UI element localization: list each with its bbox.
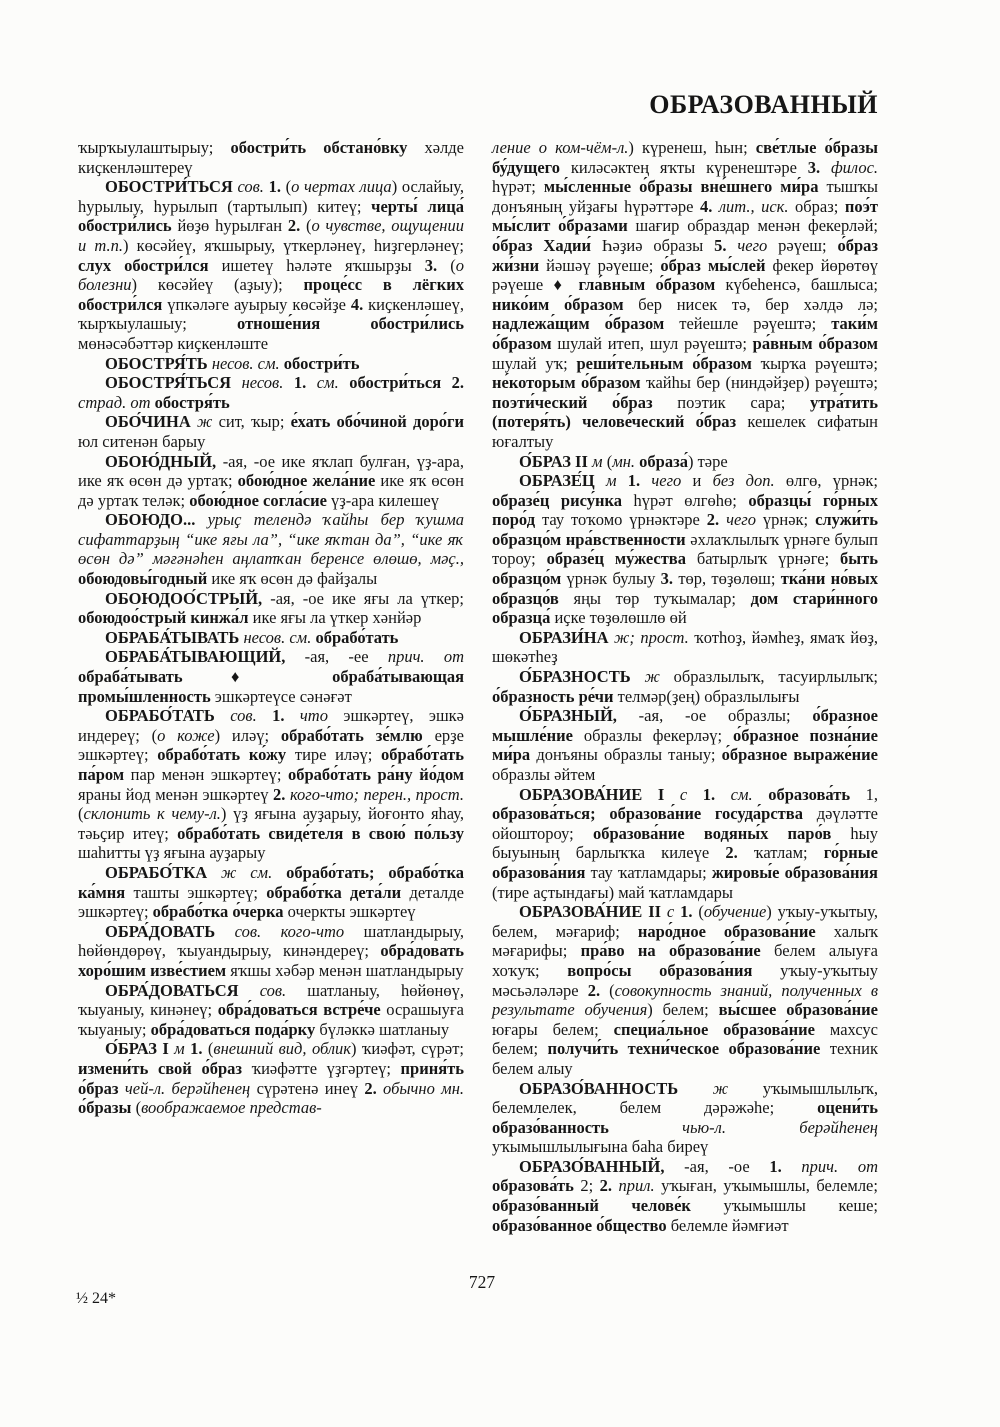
bold-run: о́бразы [78,1098,136,1118]
dictionary-paragraph [492,628,878,667]
dictionary-paragraph [492,1157,878,1235]
bold-run: о́браз мы́слей [660,255,773,275]
text-run: ( [78,804,84,824]
text-run: ( [207,1039,214,1059]
bold-run: ♦ гла́вным о́бразом [553,275,726,295]
italic-run: чего [651,471,693,491]
bold-run: поэ́т мы́слит о́бразами [492,196,879,236]
bold-run: не́которым о́бразом [492,373,647,393]
text-run: образ; [795,196,845,216]
bold-run: ОБРАБА́ТЫВАЮЩИЙ, [105,647,305,667]
text-run: батырлыҡ үрнәге; [696,549,841,569]
text-run: очеркты эшкәртеү [287,902,416,922]
bold-run: о́бразное выраже́ние [721,745,878,765]
text-run: ( [285,177,292,197]
bold-run: ОБРАЗОВА́НИЕ II [519,902,667,922]
text-run: образлылыҡ, тасуирлылыҡ; [673,667,878,687]
text-run: эшкәртеү, эшкә индереү; ( [78,706,465,745]
bold-run: образо́ванное о́бщество [492,1215,671,1235]
text-run: йөҙө һурылған [177,216,288,236]
text-run: шағир образдар менән фекерләй; [635,216,878,236]
italic-run: ж; прост. [614,627,695,647]
italic-run: чего [737,235,779,255]
dictionary-paragraph [78,706,464,863]
dictionary-paragraph [492,452,878,472]
bold-run: обостри́ть [283,353,360,373]
bold-run: 1. [769,1156,802,1176]
bold-run: обрабо́тать свиде́теля в свою́ по́льзу [177,823,464,843]
text-run: ҡырҡа рәүештә; [760,353,878,373]
bold-run: 1. [680,902,699,922]
text-run: Һәҙиә образы [601,235,715,255]
bold-run: нико́им о́бразом [492,294,639,314]
text-run: яңы төр туҡымалар; [573,588,751,608]
bold-run: обоюдовы́годный [78,569,212,589]
text-run: яҡшы хәбәр менән шатландырыу [230,960,464,980]
text-run: төр, төҙөлөш; [678,569,781,589]
text-run: ( [450,255,456,275]
text-run: юғары белем; [492,1019,614,1039]
italic-run: несов. [241,373,294,393]
italic-run: м [592,451,607,471]
dictionary-paragraph [78,589,464,628]
text-run: донъяны образлы таныу; [536,745,722,765]
text-run: ике яҡ өсөн дә файҙалы [211,569,378,589]
text-run: пар менән эшкәртеү; [130,765,288,784]
bold-run: надлежа́щим о́бразом [492,314,680,334]
dictionary-paragraph [492,706,878,784]
text-run: ) иләү; [214,725,281,745]
text-run: үрнәк; [762,510,816,530]
dictionary-paragraph [78,981,464,1040]
bold-run: о́бразность ре́чи [492,686,618,706]
bold-run: о́браз жи́зни [492,235,879,275]
bold-run: 2. [706,510,727,530]
text-run: ҡырҡыулаштырыу; [78,138,231,157]
italic-run: сов. [230,706,273,726]
bold-run: О́БРАЗ I [105,1039,175,1059]
text-run: ишетеү һәләте яҡшырҙы [221,255,425,275]
text-run: кешелек сифатын юғалтыу [492,412,879,451]
bold-run: О́БРАЗНЫЙ, [519,706,639,726]
italic-run: что [299,706,344,726]
bold-run: пра́во на образова́ние [580,941,775,961]
bold-run: наро́дное образова́ние [637,921,834,941]
text-run: шулай итеп, шул рәүештә; [557,333,753,353]
text-run: ҡайһы бер (ниндәйҙер) рәүештә; [646,373,878,393]
italic-run: склонить к чему-л. [83,804,221,824]
text-run: ҡиәфәтте үҙгәртеү; [251,1058,401,1078]
bold-run: 3. [807,157,831,177]
text-run: ( [135,1098,142,1118]
italic-run: ление о ком-чём-л. [492,138,629,157]
text-run: бер нисек тә, бер хәлдә лә; [638,294,878,314]
bold-run: 2. [273,784,290,804]
dictionary-paragraph [492,471,878,628]
bold-run: таки́м о́бразом [492,314,878,353]
bold-run: слух обостри́лся [78,255,222,275]
bold-run: специа́льное образова́ние [613,1019,830,1039]
bold-run: е́хать обо́чиной доро́ги [290,412,464,432]
text-run: киҫкенләшеү, ҡырҡыулашыу; [78,294,464,334]
text-run: шатландырыу, һөйөндөрөү, ҡыуандырыу, кинәндереү; [78,921,464,961]
italic-run: см. [316,373,350,393]
text-run: эшкәртеүсе сәнәғәт [214,686,352,706]
text-run: рәүеш; [778,235,838,255]
italic-run: мн. [612,451,640,471]
italic-run: м [606,471,628,491]
text-run: ( [609,980,615,1000]
bold-run: ОБОСТРЯ́ТЬ [105,353,212,373]
text-run: ) көсәйеү, яҡшырыу, үткерләнеү, һиҙгерләнеү; [123,235,464,255]
bold-run: служи́ть образцо́м нра́вственности [492,510,878,549]
text-run: махсус белем; [492,1019,878,1059]
text-run: иҫке төҙөлөшлө өй [554,608,687,628]
bold-run: поэти́ческий о́браз [492,392,678,412]
text-run: ) уҡыу-уҡытыу, белем, мәғариф; [492,902,878,941]
bold-run: проце́сс в лёгких обостри́лся [78,275,464,314]
text-run: 2; [580,1176,600,1196]
text-run: һүрәт; [492,177,544,197]
text-run: тире иләү; [294,745,382,765]
text-run: үпкәләге ауырыу көсәйҙе [167,294,351,314]
italic-run: совокупность знаний, полученных в результате обучения [492,980,879,1020]
bold-run: ОБРАБО́ТАТЬ [105,706,231,726]
italic-run: чью-л. берәйһенең [682,1117,878,1137]
text-run: бүләккә шатланыу [319,1019,450,1039]
bold-run: образова́ть [492,1176,581,1196]
italic-run: о коже [157,725,215,745]
bold-run: све́тлые о́бразы бу́дущего [492,138,878,177]
text-run: ) ҡиәфәт, сүрәт; [351,1039,465,1059]
italic-run: кого-что; перен., прост. [289,784,465,804]
bold-run: обра́довать хоро́шим изве́стием [78,941,464,980]
text-run: шаһитты үҙ яғына ауҙарыу [78,843,266,863]
bold-run: обрабо́тать па́ром [78,745,464,784]
text-run: техник белем алыу [492,1039,878,1078]
bold-run: обоюдоо́стрый кинжа́л [78,608,253,628]
text-run: тау ҡатламдары; [590,862,712,882]
text-run: һүрәт өлгөһө; [633,490,749,510]
bold-run: обрабо́тать; обрабо́тка ка́мня [78,862,464,902]
text-run: ) ослайыу, һурылыу, һурылып (тартылып) китеү; [78,177,464,216]
bold-run: о́бразное позна́ние ми́ра [492,725,878,765]
bold-run: обостри́ть обстано́вку [230,138,425,157]
bold-run: образова́ть [768,784,866,804]
bold-run: оцени́ть образо́ванность [492,1098,878,1137]
text-run: уҡымышлылығына баһа биреү [492,1137,709,1157]
bold-run: вопро́сы образова́ния [567,960,781,980]
page-number: 727 [468,1272,496,1292]
bold-run: образцы́ го́рных поро́д [492,490,878,530]
text-run: белемле йәмғиәт [670,1215,789,1235]
text-run: фекер йөрөтөү рәүеше [492,255,878,295]
dictionary-paragraph [78,177,464,353]
dictionary-paragraph [78,863,464,922]
bold-run: обрабо́тка о́черка [152,902,288,922]
column-right [492,138,878,1235]
text-run: сит, ҡыр; [218,412,291,432]
text-run: үҙ-ара килешеү [331,490,439,510]
italic-run: м [174,1039,191,1059]
text-run: -ая, -ое образлы; [638,706,813,726]
dictionary-paragraph [492,667,878,706]
bold-run: ОБОСТРИ́ТЬСЯ [105,177,238,197]
text-run: ) күренеш, һын; [628,138,756,157]
italic-run: страд. от [78,392,155,412]
text-run: ҡатлам; [753,843,824,863]
text-run: ҡотһоҙ, йәмһеҙ, ямаҡ йөҙ, шөкәтһеҙ [492,627,878,667]
bold-run: 5. [714,235,738,255]
text-run: тейешле рәүештә; [679,314,832,334]
text-run: әхлаҡлылыҡ үрнәге булып тороу; [492,529,878,569]
bold-run: ОБРА́ДОВАТЬСЯ [105,980,260,1000]
text-run: юл ситенән барыу [78,431,206,451]
bold-run: образова́ние водяны́х паро́в [592,823,851,843]
bold-run: ОБРАЗЕ́Ц [519,471,606,491]
bold-run: обра́доваться встре́че [217,1000,387,1020]
italic-run: см. [730,784,769,804]
italic-run: филос. [830,157,879,177]
bold-run: о́браз Хадии́ [492,235,602,255]
dictionary-paragraph [78,922,464,981]
bold-run: обостря́ть [154,392,230,412]
bold-run: О́БРАЗ II [519,451,593,471]
bold-run: 4. [699,196,719,216]
bold-run: 1. [190,1039,208,1059]
text-run: 1, [865,784,878,804]
bold-run: измени́ть свой о́браз [78,1058,252,1078]
text-run: осрашыуға ҡыуаныу; [78,1000,464,1039]
text-run: -ая, -ее [304,647,388,667]
bold-run: 1. [272,706,300,726]
italic-run: сов. [259,980,308,1000]
italic-run: о чертах лица [291,177,392,197]
text-run: тышҡы донъяның уйҙағы һүрәттәре [492,177,878,216]
bold-run: быть образцо́м [492,549,879,589]
column-left [78,138,464,1118]
text-run: ) тәре [687,451,728,471]
italic-run: с [666,902,681,922]
text-run: поэтик сара; [677,392,810,412]
text-run: үрнәк булыу [566,569,661,589]
text-run: уҡыған, уҡымышлы, белемле; [661,1176,878,1196]
text-run: ерҙе эшкәртеү; [78,725,464,765]
dictionary-paragraph [78,138,464,177]
bold-run: образа́ [639,451,688,471]
bold-run: обрабо́тать [315,627,399,647]
bold-run: 1. [293,373,317,393]
bold-run: ОБРАБО́ТКА [105,862,222,882]
bold-run: 2. [599,1176,619,1196]
text-run: ( [306,216,312,236]
bold-run: обою́дное согла́сие [189,490,332,510]
bold-run: ОБРА́ДОВАТЬ [105,921,235,941]
text-run: халыҡ мәғарифы; [492,921,878,961]
bold-run: отноше́ния обостри́лись [237,314,464,334]
text-run: образлы әйтем [492,765,596,784]
text-run: күбеһенсә, башлыса; [725,275,878,295]
text-run: шулай уҡ; [492,353,577,373]
bold-run: обрабо́тать зе́млю [280,725,435,745]
dictionary-paragraph [492,1079,878,1157]
bold-run: о́бразное мышле́ние [492,706,878,745]
text-run: ( [698,902,704,922]
dictionary-paragraph [78,510,464,588]
italic-run: сов. [237,177,269,197]
text-run: уҡыу-уҡытыу мәсьәләләре [492,960,879,1000]
text-run: мөнәсәбәттәр киҫкенләште [78,333,269,353]
text-run: дәүләтте ойоштороу; [492,804,878,843]
bold-run: ра́вным о́бразом [752,333,879,353]
italic-run: лит., иск. [718,196,795,216]
dictionary-paragraph [492,902,878,1078]
bold-run: 1. [268,177,286,197]
italic-run: чей-л. берәйһенең [124,1078,257,1098]
text-run: -ая, -ое [684,1156,770,1176]
dictionary-paragraph [492,138,878,452]
italic-run: о чувстве, ощущении и т.п. [78,216,464,255]
italic-run: ж см. [221,862,287,882]
italic-run: обучение [703,902,767,922]
text-run: ) үҙ яғына ауҙарыу, йоғонто яһау, тәьҫир итеү; [78,804,464,843]
bold-run: образо́ванный челове́к [492,1196,724,1216]
italic-run: урыҫ телендә ҡайһы бер ҡушма сифаттарҙың “ике яғы ла”, “ике яҡтан да”, “ике яҡ өсөн дә” мәғәнәһен аңлатҡан беренсе өлөшө, мәҫ., [78,510,464,569]
italic-run: о болезни [78,255,464,295]
bold-run: 2. [364,1078,384,1098]
italic-run: обычно мн. [383,1078,465,1098]
bold-run: ОБРАЗОВА́НИЕ I [519,784,680,804]
bold-run: получи́ть техни́ческое образова́ние [547,1039,830,1059]
text-run: һыу быуының барлыҡҡа килеүе [492,823,878,863]
italic-run: ж [196,412,219,432]
italic-run: прич. от [801,1156,878,1176]
text-run: -ая, -ое ике яғы ла үткер; [270,588,465,608]
bold-run: образе́ц му́жества [546,549,697,569]
dictionary-paragraph [78,452,464,511]
italic-run: прич. от [387,647,464,667]
bold-run: жировы́е образова́ния [711,862,878,882]
dictionary-paragraph [78,412,464,451]
bold-run: ОБОЮ́ДНЫЙ, [105,451,223,471]
bold-run: обрабо́тка дета́ли [266,882,410,902]
text-run: деталде эшкәртеү; [78,882,464,922]
dictionary-paragraph [78,354,464,374]
italic-run: воображаемое представ- [141,1098,322,1118]
bold-run: приня́ть о́браз [78,1058,464,1098]
guide-word: ОБРАЗОВАННЫЙ [649,90,878,119]
text-run: киләсәктең яҡты күренештәре [570,157,808,177]
text-run: ике яҡ өсөн дә уртаҡ теләк; [78,471,464,510]
bold-run: ОБОЮДОО́СТРЫЙ, [105,588,271,608]
bold-run: 2. [587,980,610,1000]
bold-run: черты́ лица́ обостри́лись [78,196,464,236]
italic-run: чего [726,510,763,530]
bold-run: ОБРАЗО́ВАННОСТЬ [519,1078,713,1098]
text-run: йәшәү рәүеше; [546,255,661,275]
text-run: -ая, -ое ике яҡлап булған, үҙ-ара, ике яҡ өсөн дә уртаҡ; [78,451,464,491]
bold-run: ОБОСТРЯ́ТЬСЯ [105,373,242,393]
bold-run: обрабо́тать ко́жу [157,745,295,765]
bold-run: 1. [702,784,731,804]
bold-run: тка́ни но́вых образцо́в [492,569,879,608]
text-run: сүрәтенә инеү [256,1078,365,1098]
text-run: ( [606,451,613,471]
italic-run: прил. [618,1176,662,1196]
dictionary-paragraph [78,373,464,412]
bold-run: обостри́ться 2. [349,373,464,393]
italic-run: несов. см. [211,353,284,373]
italic-run: с [679,784,703,804]
bold-run: обра́доваться пода́рку [150,1019,320,1039]
dictionary-paragraph [78,628,464,648]
text-run: ике яғы ла үткер хәнйәр [252,608,422,628]
bold-run: го́рные образова́ния [492,843,878,882]
dictionary-paragraph [492,785,878,903]
bold-run: ОБОЮДО... [105,510,208,530]
text-run: (тире аҫтындағы) май ҡатламдары [492,882,734,902]
text-run: яраны йод менән эшкәртеү [78,784,273,804]
bold-run: обраба́тывать ♦ обраба́тывающая промы́шленность [78,667,464,706]
text-run: уҡымышлы кеше; [723,1196,878,1216]
bold-run: 3. [424,255,451,275]
bold-run: образе́ц рису́нка [492,490,634,510]
text-run: уҡымышлылыҡ, белемлелек, белем дәрәжәһе; [492,1078,878,1118]
bold-run: вы́сшее образова́ние [718,1000,878,1020]
italic-run: ж [712,1078,763,1098]
italic-run: сов. кого-что [234,921,364,941]
text-run: белем алыуға хоҡуҡ; [492,941,878,980]
italic-run: внешний вид, облик [213,1039,352,1059]
bold-run: обою́дное жела́ние [237,471,381,491]
bold-run: дом стари́нного образца́ [492,588,878,628]
bold-run: реши́тельным о́бразом [576,353,761,373]
text-run: ) белем; [647,1000,719,1020]
dictionary-paragraph [78,647,464,706]
text-run: ташты эшкәртеү; [133,882,267,902]
dictionary-paragraph [78,1039,464,1117]
text-run: ) көсәйеү (аҙыу); [131,275,304,295]
bold-run: ОБРАЗИ́НА [519,627,615,647]
bold-run: ОБО́ЧИНА [105,412,197,432]
bold-run: ОБРАБА́ТЫВАТЬ [105,627,244,647]
bold-run: 2. [725,843,754,863]
text-run: и [692,471,713,491]
text-run: телмәр(ҙең) образлылығы [617,686,800,706]
bold-run: обрабо́тать ра́ну йо́дом [287,765,465,784]
italic-run: ж [644,667,674,687]
text-run: хәлде киҫкенләштереү [78,138,464,177]
text-run: өлгө, үрнәк; [785,471,878,491]
footer-note: ½ 24* [76,1290,116,1307]
bold-run: 1. [627,471,652,491]
bold-run: 2. [287,216,306,236]
text-run: тау тоҡомо үрнәктәре [541,510,707,530]
bold-run: образова́ться; образова́ние госуда́рства [492,804,817,824]
text-run: шатланыу, һөйөнөү, ҡыуаныу, кинәнеү; [78,980,464,1020]
bold-run: мы́сленные о́бразы вне́шнего ми́ра [543,177,827,197]
text-run: образлы фекерләү; [583,725,733,745]
bold-run: утра́тить (потеря́ть) челове́ческий о́браз [492,392,878,432]
italic-run: несов. см. [243,627,316,647]
bold-run: 3. [660,569,679,589]
bold-run: ОБРАЗО́ВАННЫЙ, [519,1156,685,1176]
bold-run: 4. [350,294,369,314]
italic-run: без доп. [712,471,786,491]
bold-run: О́БРАЗНОСТЬ [519,667,645,687]
